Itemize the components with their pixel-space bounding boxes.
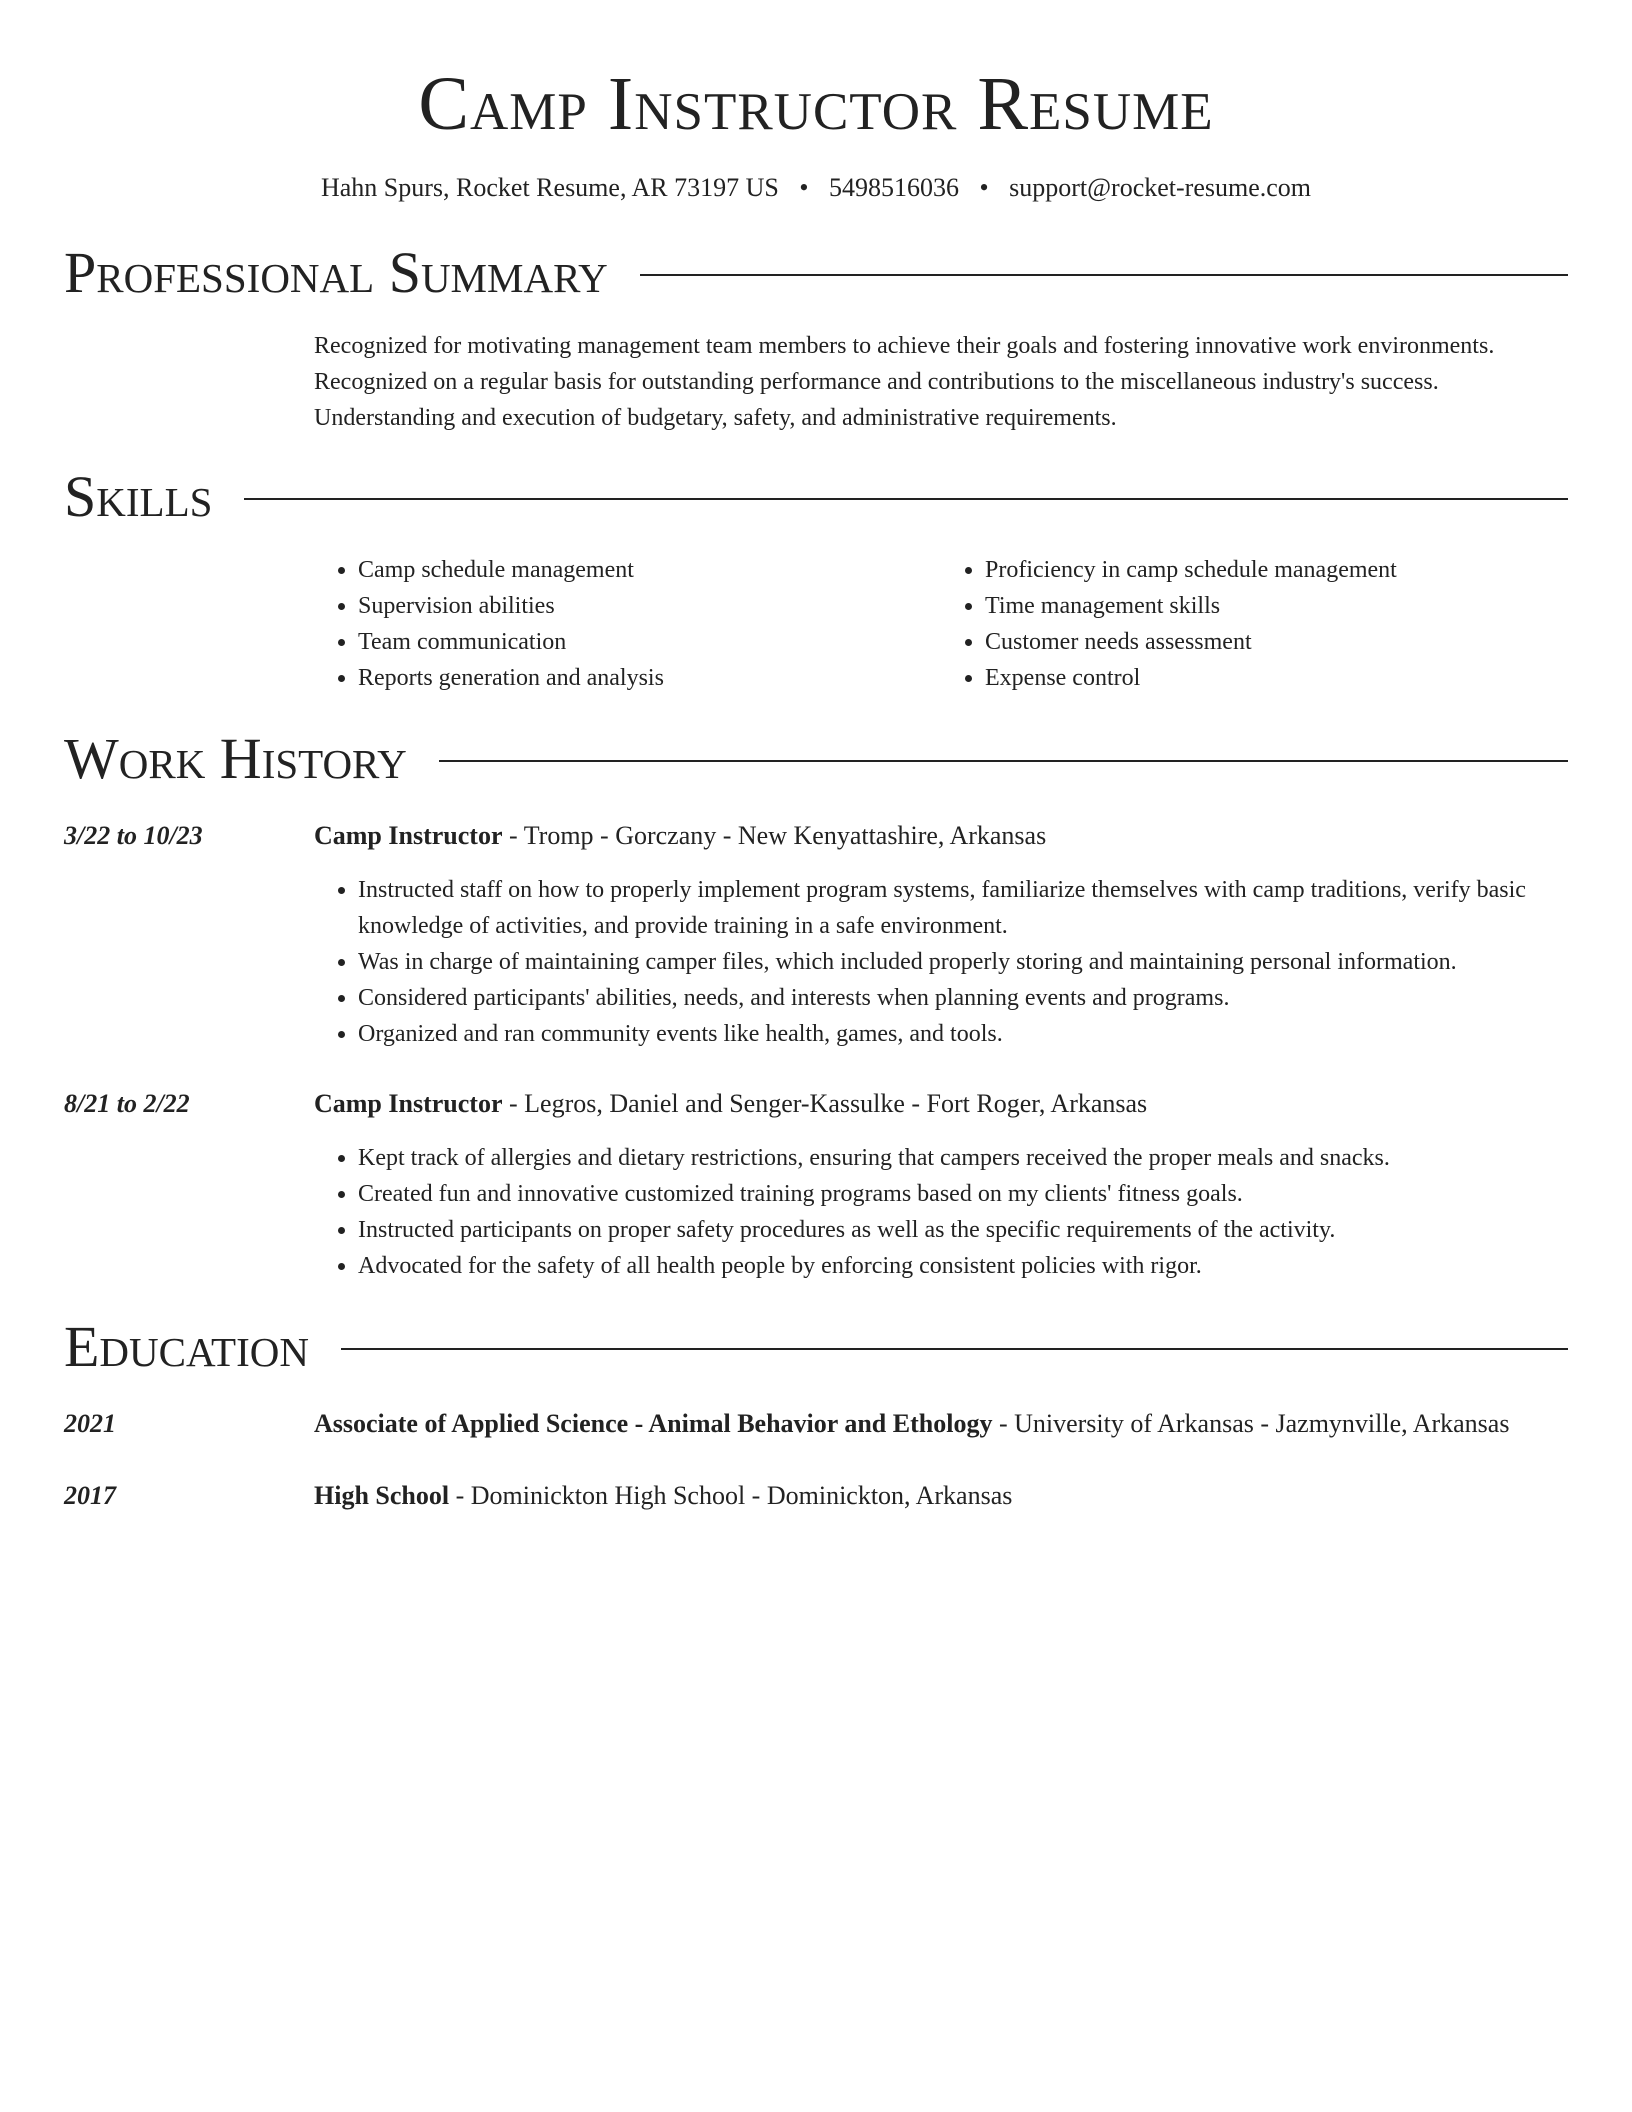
job-details [314,818,1568,1052]
job-bullet: • Instructed participants on proper safety procedures as well as the specific requirements of the activity. [358,1212,1568,1248]
skills-section [64,464,1568,696]
contact-phone: 5498516036 [828,173,959,202]
skill-item: • Reports generation and analysis [358,660,941,696]
skill-item: • Supervision abilities [358,588,941,624]
work-history-heading: Work History [64,726,407,791]
skills-column-right [941,552,1568,696]
education-entry [64,1478,1568,1514]
job-role: Camp Instructor [314,821,503,850]
education-school-location: - University of Arkansas - Jazmynville, Arkansas [992,1409,1510,1438]
skill-item: • Expense control [985,660,1568,696]
education-entry [64,1406,1568,1442]
education-details [314,1406,1568,1442]
skill-item: • Proficiency in camp schedule management [985,552,1568,588]
job-bullet: • Considered participants' abilities, needs, and interests when planning events and programs. [358,980,1568,1016]
job-role: Camp Instructor [314,1089,503,1118]
contact-address: Hahn Spurs, Rocket Resume, AR 73197 US [320,173,779,202]
education-year: 2021 [64,1409,116,1438]
job-bullet: • Created fun and innovative customized training programs based on my clients' fitness goals. [358,1176,1568,1212]
section-divider [439,760,1568,762]
education-header [64,1314,1568,1380]
job-employer-location: - Tromp - Gorczany - New Kenyattashire, Arkansas [502,821,1047,850]
job-bullets [314,872,1568,1052]
education-school-location: - Dominickton High School - Dominickton, Arkansas [449,1481,1013,1510]
section-divider [244,498,1568,500]
education-heading-line [314,1406,1568,1442]
education-details [314,1478,1568,1514]
contact-email: support@rocket-resume.com [1009,173,1312,202]
job-entry [64,1086,1568,1284]
summary-section [64,240,1568,436]
job-details [314,1086,1568,1284]
job-employer-location: - Legros, Daniel and Senger-Kassulke - Fort Roger, Arkansas [502,1089,1148,1118]
job-heading [314,818,1568,854]
skills-header [64,464,1568,530]
summary-heading: Professional Summary [64,240,608,305]
skill-item: • Customer needs assessment [985,624,1568,660]
work-history-section [64,726,1568,1284]
education-year: 2017 [64,1481,116,1510]
contact-line [64,172,1568,204]
contact-separator: • [979,173,989,202]
skills-heading: Skills [64,464,213,529]
skills-grid [314,552,1568,696]
job-bullet: • Advocated for the safety of all health people by enforcing consistent policies with rigor. [358,1248,1568,1284]
job-bullet: • Was in charge of maintaining camper files, which included properly storing and maintaining personal information. [358,944,1568,980]
education-degree: Associate of Applied Science - Animal Behavior and Ethology [314,1409,993,1438]
section-divider [640,274,1568,276]
job-date: 8/21 to 2/22 [64,1089,190,1118]
skill-item: • Team communication [358,624,941,660]
job-bullet: • Instructed staff on how to properly implement program systems, familiarize themselves with camp traditions, verify basic knowledge of activities, and provide training in a safe environment. [358,872,1568,944]
education-section [64,1314,1568,1514]
resume-title: Camp Instructor Resume [418,62,1214,146]
skills-column-left [314,552,941,696]
skills-body [64,552,1568,696]
education-heading: Education [64,1314,309,1379]
job-heading [314,1086,1568,1122]
job-bullet: • Organized and ran community events like health, games, and tools. [358,1016,1568,1052]
education-heading-line [314,1478,1568,1514]
summary-header [64,240,1568,306]
job-entry [64,818,1568,1052]
skill-item: • Camp schedule management [358,552,941,588]
education-degree: High School [314,1481,450,1510]
work-history-header [64,726,1568,792]
skill-item: • Time management skills [985,588,1568,624]
contact-separator: • [799,173,809,202]
section-divider [341,1348,1568,1350]
job-bullet: • Kept track of allergies and dietary restrictions, ensuring that campers received the proper meals and snacks. [358,1140,1568,1176]
job-bullets [314,1140,1568,1284]
job-date: 3/22 to 10/23 [64,821,203,850]
summary-text: Recognized for motivating management team members to achieve their goals and fostering innovative work environments. Recognized on a regular basis for outstanding performance and contributions to the miscellaneous industry's success. Understanding and execution of budgetary, safety, and administrative requirements. [314,333,1495,431]
summary-body [64,328,1568,436]
